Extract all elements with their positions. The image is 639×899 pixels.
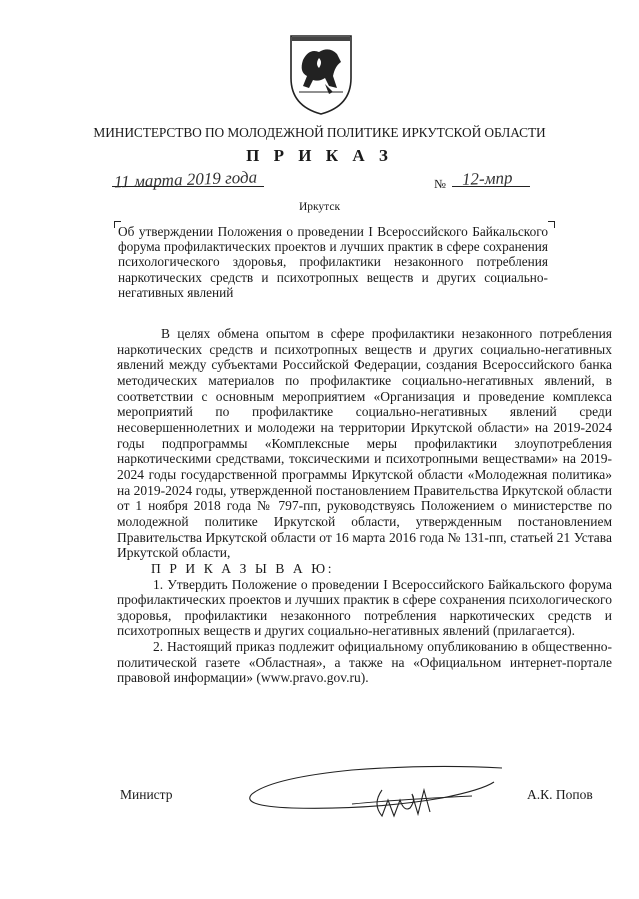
orders-heading: П Р И К А З Ы В А Ю: bbox=[151, 560, 335, 576]
date-underline bbox=[112, 186, 264, 187]
handwritten-signature-icon bbox=[232, 760, 512, 830]
number-underline bbox=[452, 186, 530, 187]
order-body bbox=[117, 326, 612, 686]
order-number-label: № bbox=[434, 177, 446, 191]
signatory-name: А.К. Попов bbox=[527, 787, 593, 802]
order-number-handwritten: 12-мпр bbox=[461, 168, 513, 189]
document-title: П Р И К А З bbox=[246, 146, 393, 165]
order-date-handwritten: 11 марта 2019 года bbox=[113, 167, 258, 192]
subject-corner-right bbox=[548, 221, 555, 228]
coat-of-arms-icon bbox=[289, 32, 353, 116]
ministry-name: МИНИСТЕРСТВО ПО МОЛОДЕЖНОЙ ПОЛИТИКЕ ИРКУТСКОЙ ОБЛАСТИ bbox=[93, 125, 546, 140]
preamble-paragraph: В целях обмена опытом в сфере профилактики незаконного потребления наркотических средств и психотропных веществ и других социально-негативных явлений между субъектами Российской Федерации, создания Всероссийского банка методических материалов по профилактике социально-негативных явлений, в соответствии с основным мероприятием «Организация и проведение комплекса мероприятий по профилактике социально-негативных явлений среди несовершеннолетних и молодежи на территории Иркутской области» на 2019-2024 годы подпрограммы «Комплексные меры профилактики злоупотребления наркотическими средствами, токсическими и психотропными веществами» на 2019-2024 годы государственной программы Иркутской области «Молодежная политика» на 2019-2024 годы, утвержденной постановлением Правительства Иркутской области от 1 ноября 2018 года № 797-пп, руководствуясь Положением о министерстве по молодежной политике Иркутской области, утвержденным постановлением Правительства Иркутской области от 16 марта 2016 года № 131-пп, статьей 21 Устава Иркутской области, bbox=[117, 326, 612, 561]
signatory-position: Министр bbox=[120, 787, 173, 802]
order-subject: Об утверждении Положения о проведении I Всероссийского Байкальского форума профилактических проектов и лучших практик в сфере сохранения психологического здоровья, профилактики незаконного потребления наркотических средств и психотропных веществ и других социально-негативных явлений bbox=[118, 224, 548, 300]
order-item-1: 1. Утвердить Положение о проведении I Всероссийского Байкальского форума профилактических проектов и лучших практик в сфере сохранения психологического здоровья, профилактики незаконного потребления наркотических средств и психотропных веществ и других социально-негативных явлений (прилагается). bbox=[117, 576, 612, 639]
order-item-2: 2. Настоящий приказ подлежит официальному опубликованию в общественно-политической газете «Областная», а также на «Официальном интернет-портале правовой информации» (www.pravo.gov.ru). bbox=[117, 639, 612, 686]
city-name: Иркутск bbox=[298, 201, 341, 213]
